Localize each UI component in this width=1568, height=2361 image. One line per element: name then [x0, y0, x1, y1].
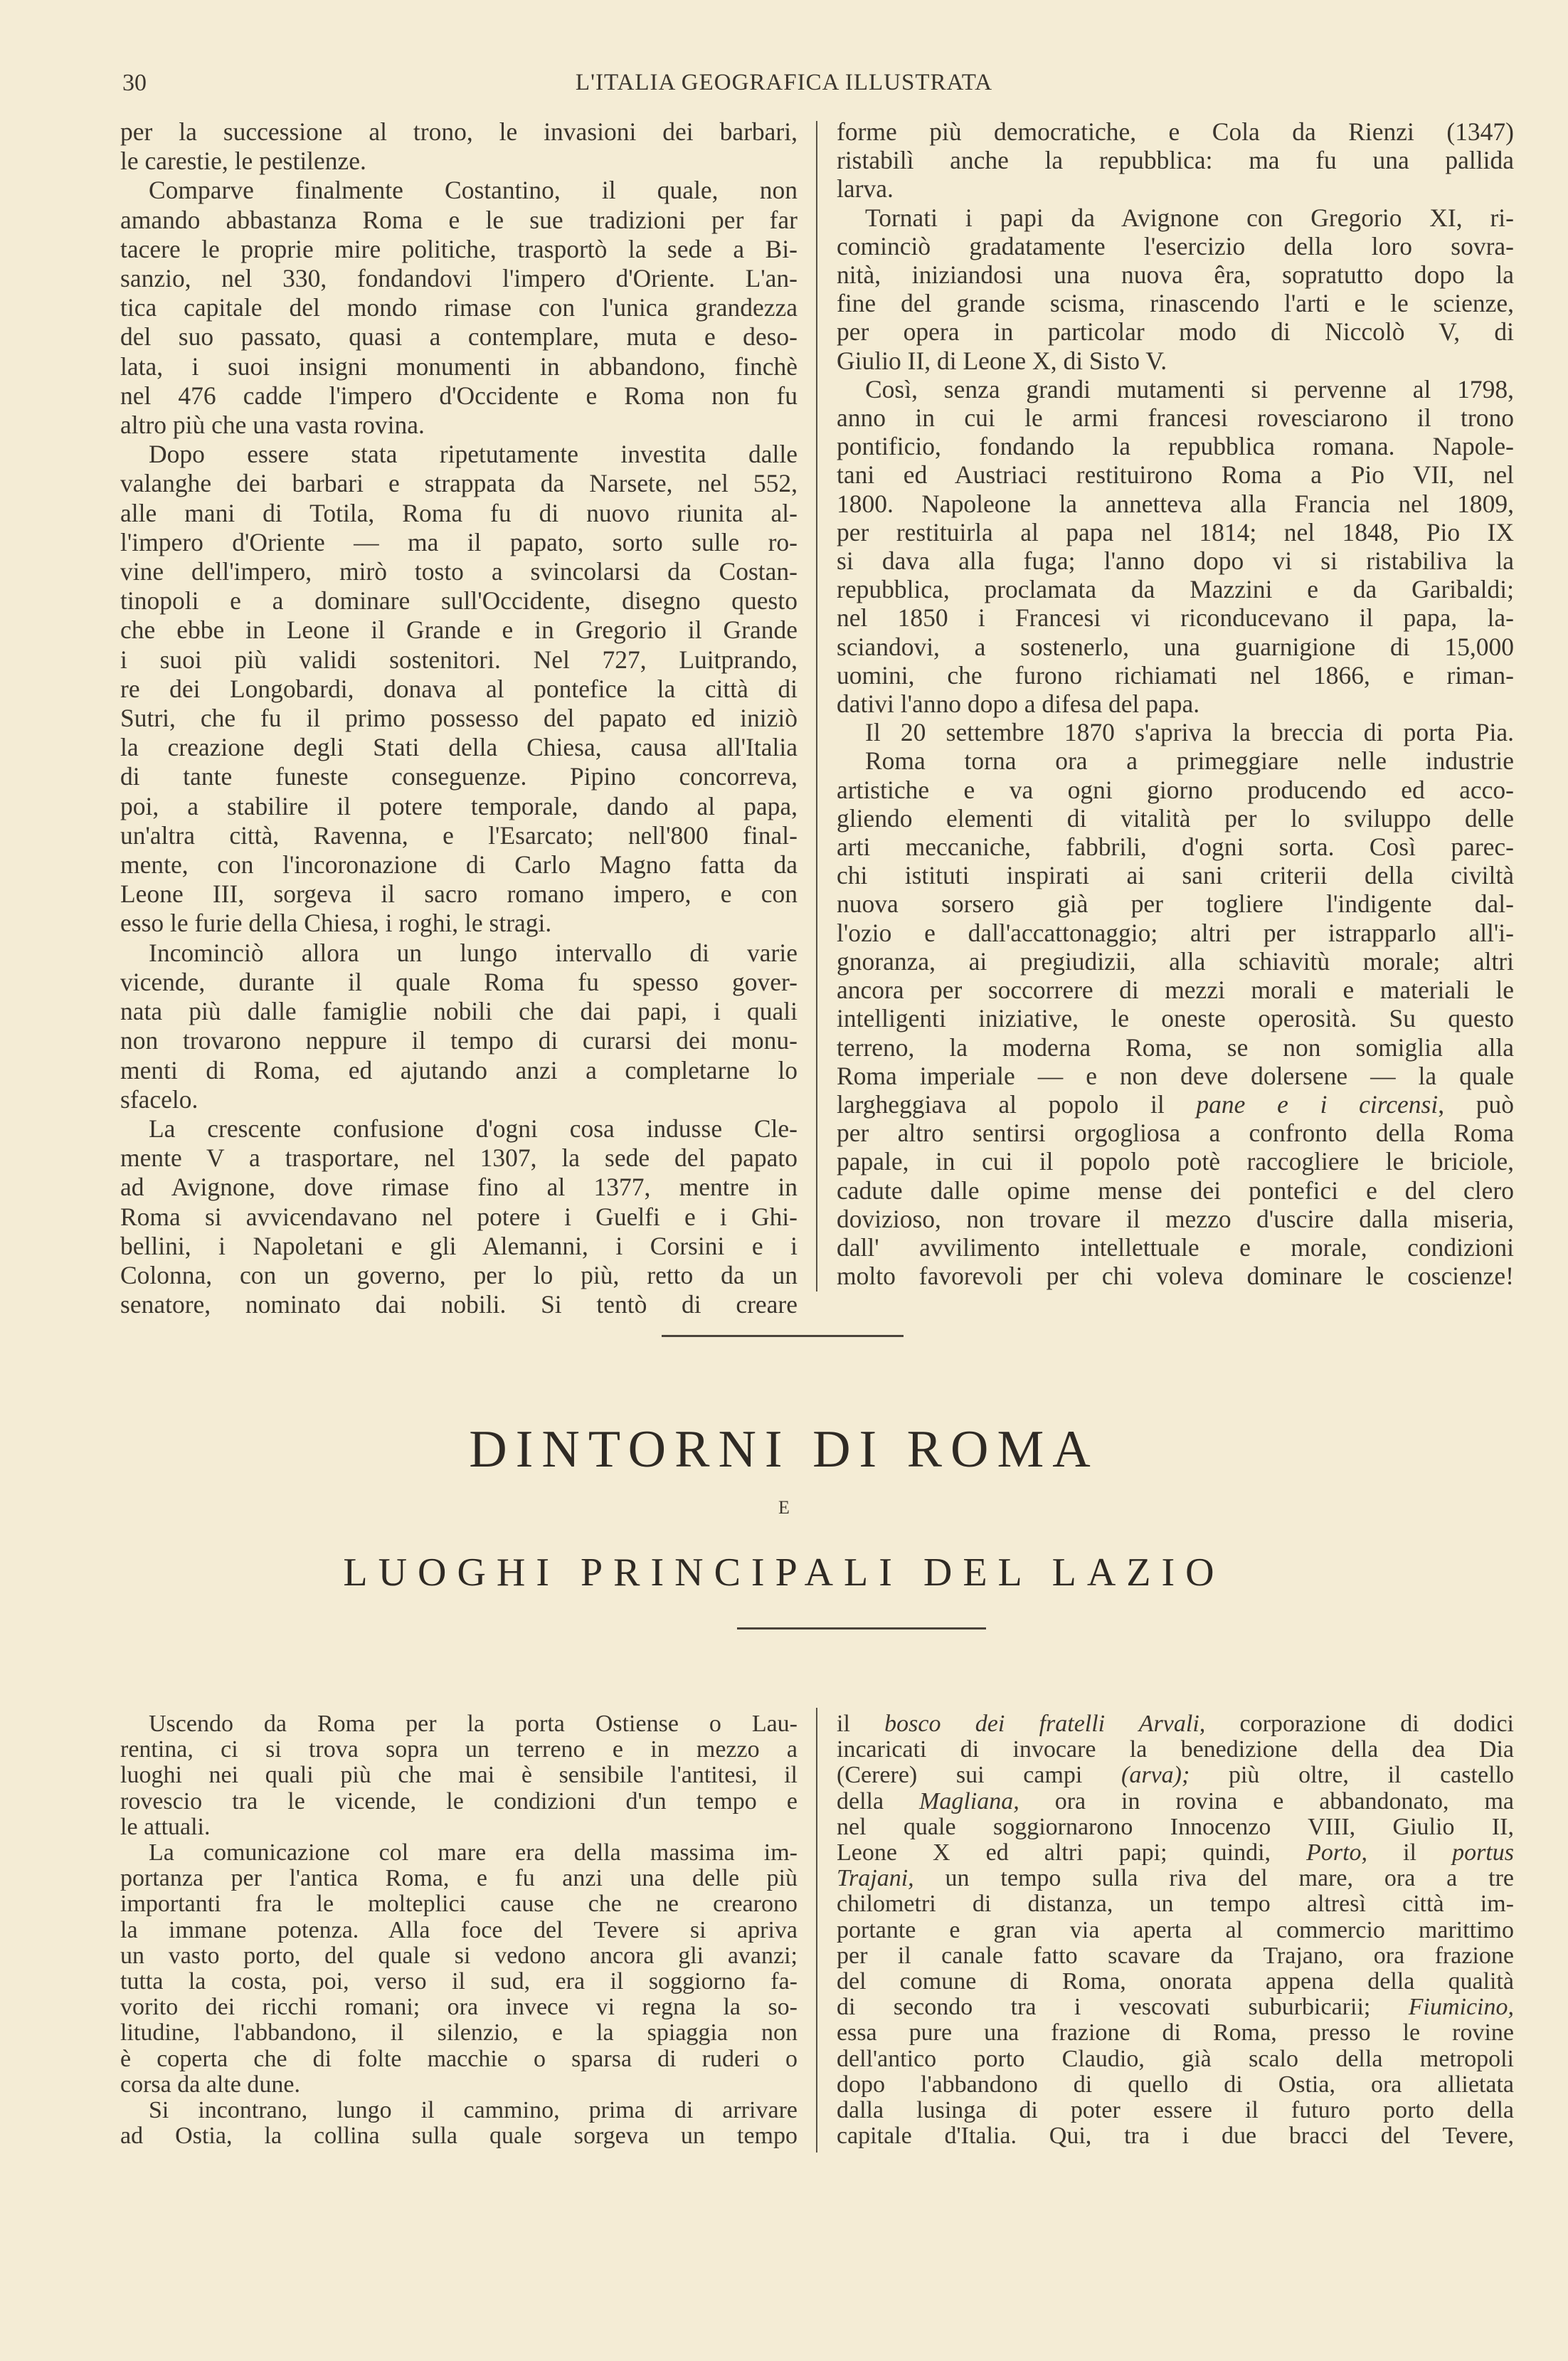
paragraph — [120, 1114, 798, 1319]
italic-term: Porto, — [1306, 1839, 1368, 1866]
text-line — [837, 1866, 1514, 1891]
text-line: Incominciò allora un lungo intervallo di varie — [149, 938, 798, 967]
section-rule-bottom — [737, 1627, 986, 1630]
text-line: vorito dei ricchi romani; ora invece vi regna la so- — [120, 1994, 798, 2021]
text-line — [837, 1995, 1514, 2020]
text-line: cadute dalle opime mense dei pontefici e del clero — [837, 1176, 1514, 1205]
paragraph — [837, 117, 1514, 204]
text-line: Tornati i papi da Avignone con Gregorio XI, ri- — [865, 203, 1514, 232]
text-line — [837, 1711, 1514, 1737]
text-line: esso le furie della Chiesa, i roghi, le stragi. — [120, 909, 552, 938]
text-line — [837, 1789, 1514, 1815]
text-line: di tante funeste conseguenze. Pipino concorreva, — [120, 762, 798, 791]
text-line: tani ed Austriaci restituirono Roma a Pio VII, nel — [837, 460, 1514, 490]
text-line: l'ozio e dall'accattonaggio; altri per istrapparlo all'i- — [837, 918, 1514, 947]
text-line: fine del grande scisma, rinascendo l'arti e le scienze, — [837, 289, 1514, 318]
text-line: Colonna, con un governo, per lo più, retto da un — [120, 1260, 798, 1289]
paragraph — [837, 204, 1514, 375]
text-line: Giulio II, di Leone X, di Sisto V. — [837, 346, 1167, 375]
text-line: le attuali. — [120, 1813, 211, 1840]
text-line: arti meccaniche, fabbrili, d'ogni sorta. Così parec- — [837, 833, 1514, 862]
text-line: per opera in particolar modo di Niccolò V, di — [837, 317, 1514, 347]
paragraph — [837, 375, 1514, 718]
text-line: menti di Roma, ed ajutando anzi a completarne lo — [120, 1055, 798, 1084]
text-line: sanzio, nel 330, fondandovi l'impero d'Oriente. L'an- — [120, 264, 798, 293]
text-segment: ora in rovina e abbandonato, ma — [1019, 1787, 1514, 1815]
text-segment: largheggiava al popolo il — [837, 1089, 1197, 1119]
text-line: che ebbe in Leone il Grande e in Gregorio il Grande — [120, 616, 798, 645]
text-segment: il — [1367, 1839, 1453, 1866]
text-line: dativi l'anno dopo a difesa del papa. — [837, 690, 1200, 719]
text-line: la immane potenza. Alla foce del Tevere si apriva — [120, 1916, 798, 1943]
text-line: si dava alla fuga; l'anno dopo vi si ristabiliva la — [837, 546, 1514, 576]
text-line: capitale d'Italia. Qui, tra i due bracci del Tevere, — [837, 2123, 1514, 2150]
text-line: dall' avvilimento intellettuale e morale, condizioni — [837, 1232, 1514, 1262]
text-line: cominciò gradatamente l'esercizio della loro sovra- — [837, 231, 1514, 260]
text-line: sfacelo. — [120, 1084, 198, 1114]
text-line — [837, 1840, 1514, 1866]
paragraph — [120, 440, 798, 938]
text-line: Così, senza grandi mutamenti si pervenne al 1798, — [865, 374, 1514, 403]
text-line: uomini, che furono richiamati nel 1866, e riman- — [837, 660, 1514, 690]
section-title-conjunction: E — [778, 1497, 790, 1518]
text-line: portante e gran via aperta al commercio marittimo — [837, 1916, 1514, 1943]
text-line: incaricati di invocare la benedizione della dea Dia — [837, 1736, 1514, 1763]
text-line: rovescio tra le vicende, le condizioni d'un tempo e — [120, 1787, 798, 1815]
text-line: ancora per soccorrere di mezzi morali e materiali le — [837, 976, 1514, 1005]
paragraph — [837, 1711, 1514, 2149]
paragraph — [120, 1840, 798, 2098]
text-line: tutta la costa, poi, verso il sud, era il soggiorno fa- — [120, 1968, 798, 1995]
text-line: sciandovi, a sostenerlo, una guarnigione di 15,000 — [837, 632, 1514, 661]
text-line: tica capitale del mondo rimase con l'unica grandezza — [120, 293, 798, 322]
text-line: chi istituti inspirati ai sani criterii della civiltà — [837, 861, 1514, 890]
text-line: Roma torna ora a primeggiare nelle industrie — [865, 746, 1514, 776]
top-right-column — [837, 117, 1514, 1290]
text-line: tacere le proprie mire politiche, trasportò la sede a Bi- — [120, 234, 798, 263]
text-line: forme più democratiche, e Cola da Rienzi (1347) — [837, 117, 1514, 146]
text-line: nata più dalle famiglie nobili che dai papi, i quali — [120, 997, 798, 1026]
text-line: dalla lusinga di poter essere il futuro porto della — [837, 2097, 1514, 2124]
text-line: Roma imperiale — e non deve dolersene — la quale — [837, 1061, 1514, 1090]
text-segment: un tempo sulla riva del mare, ora a tre — [913, 1865, 1514, 1892]
italic-term: Trajani, — [837, 1865, 914, 1892]
text-line: terreno, la moderna Roma, se non somiglia alla — [837, 1032, 1514, 1062]
text-line: importanti fra le molteplici cause che ne crearono — [120, 1891, 798, 1918]
text-line: dopo l'abbandono di quello di Ostia, ora allietata — [837, 2071, 1514, 2098]
italic-term: Magliana, — [919, 1787, 1019, 1815]
text-line: tinopoli e a dominare sull'Occidente, disegno questo — [120, 586, 798, 616]
text-line: larva. — [837, 174, 894, 204]
text-line: portanza per l'antica Roma, e fu anzi una delle più — [120, 1865, 798, 1892]
text-segment: il — [837, 1711, 885, 1737]
text-line: per restituirla al papa nel 1814; nel 1848, Pio IX — [837, 517, 1514, 546]
text-line: chilometri di distanza, un tempo altresì città im- — [837, 1891, 1514, 1918]
text-segment: corporazione di dodici — [1205, 1711, 1514, 1737]
text-line: Uscendo da Roma per la porta Ostiense o Lau- — [149, 1711, 798, 1737]
text-line: per altro sentirsi orgogliosa a confronto della Roma — [837, 1119, 1514, 1148]
text-line: i suoi più validi sostenitori. Nel 727, Luitprando, — [120, 645, 798, 674]
text-line: del suo passato, quasi a contemplare, muta e deso- — [120, 322, 798, 352]
text-line: nel quale soggiornarono Innocenzo VIII, Giulio II, — [837, 1813, 1514, 1840]
paragraph — [120, 117, 798, 176]
text-line: è coperta che di folte macchie o sparsa di ruderi o — [120, 2045, 798, 2072]
text-segment: (Cerere) sui campi — [837, 1762, 1122, 1789]
section-rule-top — [662, 1335, 904, 1337]
text-segment: di secondo tra i vescovati suburbicarii; — [837, 1994, 1409, 2021]
text-segment: più oltre, il castello — [1190, 1762, 1514, 1789]
text-segment: , può — [1438, 1089, 1515, 1119]
text-line: ristabilì anche la repubblica: ma fu una pallida — [837, 146, 1514, 175]
paragraph — [120, 1711, 798, 1840]
page-number: 30 — [122, 70, 147, 96]
text-segment: Leone X ed altri papi; quindi, — [837, 1839, 1307, 1866]
text-line: papale, in cui il popolo potè raccogliere le briciole, — [837, 1147, 1514, 1176]
column-divider — [816, 1708, 817, 2153]
bottom-right-column — [837, 1711, 1514, 2149]
text-line: poi, a stabilire il potere temporale, dando al papa, — [120, 791, 798, 820]
text-line: Dopo essere stata ripetutamente investita dalle — [149, 440, 798, 469]
text-line: repubblica, proclamata da Mazzini e da Garibaldi; — [837, 575, 1514, 604]
text-line: un'altra città, Ravenna, e l'Esarcato; nell'800 final- — [120, 820, 798, 850]
text-line: per il canale fatto scavare da Trajano, ora frazione — [837, 1942, 1514, 1969]
text-line: la creazione degli Stati della Chiesa, causa all'Italia — [120, 733, 798, 762]
text-line: valanghe dei barbari e strappata da Narsete, nel 552, — [120, 469, 798, 498]
text-line: nel 476 cadde l'impero d'Occidente e Roma non fu — [120, 381, 798, 410]
text-line: amando abbastanza Roma e le sue tradizioni per far — [120, 205, 798, 234]
paragraph — [120, 176, 798, 440]
text-line: luoghi nei quali più che mai è sensibile l'antitesi, il — [120, 1762, 798, 1789]
text-line: ad Avignone, dove rimase fino al 1377, mentre in — [120, 1173, 798, 1202]
text-line: 1800. Napoleone la annetteva alla Francia nel 1809, — [837, 489, 1514, 518]
text-line — [837, 1763, 1514, 1788]
text-line: del comune di Roma, onorata appena della qualità — [837, 1968, 1514, 1995]
text-line: l'impero d'Oriente — ma il papato, sorto sulle ro- — [120, 527, 798, 556]
text-line: nel 1850 i Francesi vi riconducevano il papa, la- — [837, 603, 1514, 633]
text-line: intelligenti iniziative, le oneste operosità. Su questo — [837, 1004, 1514, 1033]
text-line: vine dell'impero, mirò tosto a svincolarsi da Costan- — [120, 557, 798, 586]
text-line: La crescente confusione d'ogni cosa indusse Cle- — [149, 1114, 798, 1143]
text-line: gliendo elementi di vitalità per lo sviluppo delle — [837, 803, 1514, 833]
text-line: le carestie, le pestilenze. — [120, 147, 366, 176]
text-line: Si incontrano, lungo il cammino, prima di arrivare — [149, 2097, 798, 2124]
paragraph — [837, 746, 1514, 1290]
column-divider — [816, 121, 817, 1292]
text-line: re dei Longobardi, donava al pontefice la città di — [120, 674, 798, 703]
paragraph — [837, 718, 1514, 746]
text-line: rentina, ci si trova sopra un terreno e in mezzo a — [120, 1736, 798, 1763]
text-line: artistiche e va ogni giorno producendo ed acco- — [837, 775, 1514, 804]
bottom-left-column — [120, 1711, 798, 2149]
italic-term: Fiumicino, — [1408, 1994, 1514, 2021]
running-title: L'ITALIA GEOGRAFICA ILLUSTRATA — [575, 70, 993, 95]
text-line: nità, iniziandosi una nuova êra, sopratutto dopo la — [837, 260, 1514, 290]
paragraph — [120, 2098, 798, 2149]
text-line: pontificio, fondando la repubblica romana. Napole- — [837, 432, 1514, 461]
text-line: essa pure una frazione di Roma, presso le rovine — [837, 2019, 1514, 2046]
text-line: Sutri, che fu il primo possesso del papato ed iniziò — [120, 704, 798, 733]
italic-term: pane e i circensi — [1196, 1089, 1439, 1119]
italic-term: portus — [1452, 1839, 1514, 1866]
text-line: Il 20 settembre 1870 s'apriva la breccia di porta Pia. — [865, 718, 1514, 747]
text-line: Comparve finalmente Costantino, il quale, non — [149, 176, 798, 205]
text-line: nuova sorsero già per togliere l'indigente dal- — [837, 889, 1514, 919]
text-line: per la successione al trono, le invasioni dei barbari, — [120, 117, 798, 146]
text-line: mente, con l'incoronazione di Carlo Magno fatta da — [120, 850, 798, 880]
text-line: dell'antico porto Claudio, già scalo della metropoli — [837, 2045, 1514, 2072]
text-line: un vasto porto, del quale si vedono ancora gli avanzi; — [120, 1942, 798, 1969]
text-line: alle mani di Totila, Roma fu di nuovo riunita al- — [120, 498, 798, 527]
text-line: altro più che una vasta rovina. — [120, 411, 425, 440]
top-left-column — [120, 117, 798, 1319]
section-subtitle: LUOGHI PRINCIPALI DEL LAZIO — [343, 1551, 1225, 1595]
text-line: La comunicazione col mare era della massima im- — [149, 1839, 798, 1866]
text-line: dovizioso, non trovare il mezzo d'uscire dalla miseria, — [837, 1204, 1514, 1233]
text-line: ad Ostia, la collina sulla quale sorgeva un tempo — [120, 2123, 798, 2150]
text-line: mente V a trasportare, nel 1307, la sede del papato — [120, 1143, 798, 1173]
text-line: non trovarono neppure il tempo di curarsi dei monu- — [120, 1026, 798, 1055]
text-line: Roma si avvicendavano nel potere i Guelfi e i Ghi- — [120, 1202, 798, 1231]
text-line: corsa da alte dune. — [120, 2071, 300, 2098]
text-line: vicende, durante il quale Roma fu spesso gover- — [120, 967, 798, 996]
italic-term: bosco dei fratelli Arvali, — [884, 1711, 1206, 1737]
text-segment: della — [837, 1787, 920, 1815]
section-title: DINTORNI DI ROMA — [469, 1420, 1099, 1479]
text-line: litudine, l'abbandono, il silenzio, e la spiaggia non — [120, 2019, 798, 2046]
paragraph — [120, 939, 798, 1114]
text-line: Leone III, sorgeva il sacro romano impero, e con — [120, 880, 798, 909]
italic-term: (arva); — [1121, 1762, 1190, 1789]
text-line: gnoranza, ai pregiudizii, alla schiavitù morale; altri — [837, 946, 1514, 976]
text-line: bellini, i Napoletani e gli Alemanni, i Corsini e i — [120, 1231, 798, 1260]
text-line: anno in cui le armi francesi rovesciarono il trono — [837, 403, 1514, 433]
text-line: senatore, nominato dai nobili. Si tentò di creare — [120, 1290, 798, 1319]
text-line — [837, 1090, 1514, 1119]
text-line: molto favorevoli per chi voleva dominare le coscienze! — [837, 1262, 1514, 1291]
text-line: lata, i suoi insigni monumenti in abbandono, finchè — [120, 352, 798, 381]
